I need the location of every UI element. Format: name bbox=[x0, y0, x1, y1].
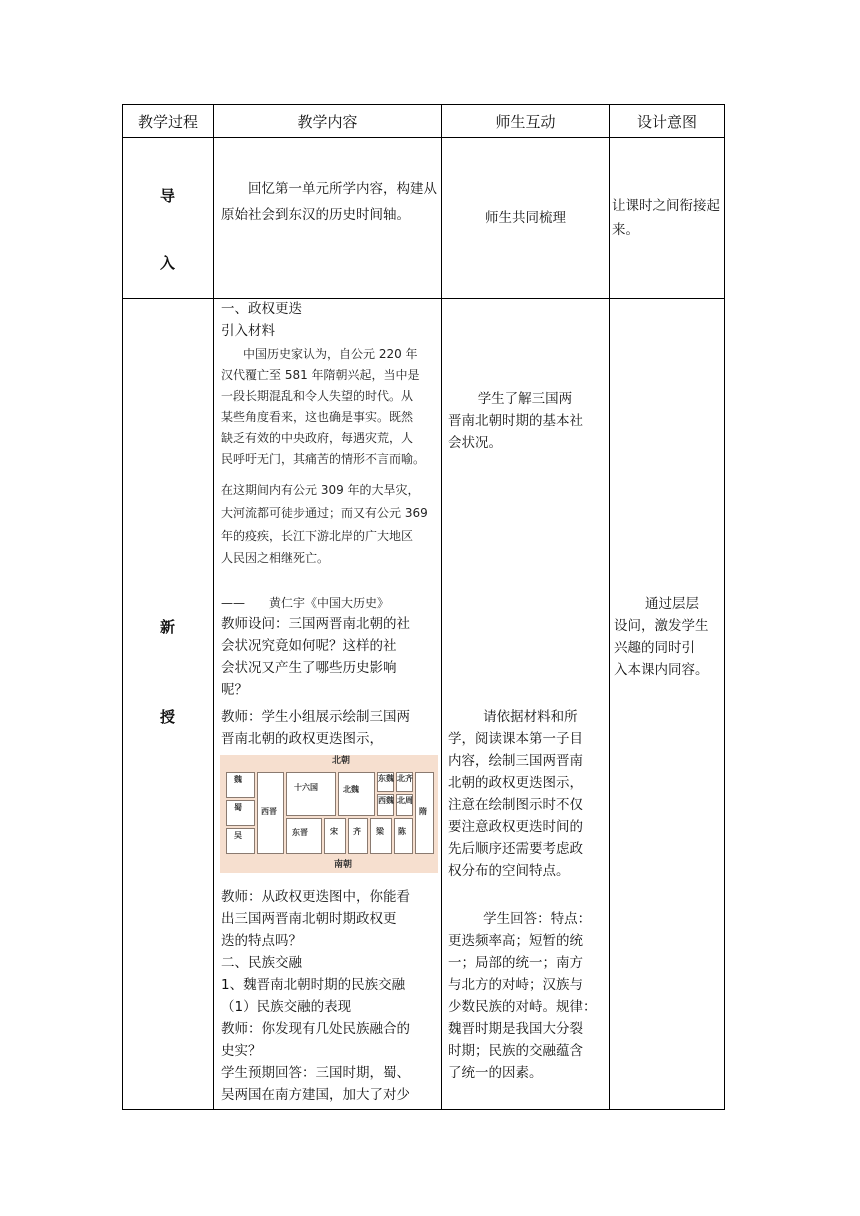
label-beiqi: 北齐 bbox=[397, 774, 413, 783]
stage-new-char-1: 新 bbox=[160, 618, 176, 636]
label-dongwei: 东魏 bbox=[378, 774, 394, 783]
text-line: 魏晋时期是我国大分裂 bbox=[448, 1021, 583, 1037]
block-liang bbox=[370, 818, 392, 854]
row-intro-process bbox=[122, 137, 214, 299]
text-line: 学，阅读课本第一子目 bbox=[448, 731, 583, 747]
label-beiwei: 北魏 bbox=[343, 785, 359, 794]
quote-line: 缺乏有效的中央政府，每遇灾荒，人 bbox=[221, 431, 414, 445]
heading-ethnic-fusion: 二、民族交融 bbox=[221, 955, 302, 971]
teacher-question-1 bbox=[221, 613, 410, 701]
stage-intro-char-1: 导 bbox=[160, 187, 176, 205]
text-line: 通过层层 bbox=[645, 596, 700, 612]
text-line: 请依据材料和所 bbox=[483, 709, 578, 725]
teacher-show bbox=[221, 706, 410, 750]
label-beizhou: 北周 bbox=[397, 796, 413, 805]
text-line: 学生预期回答：三国时期，蜀、 bbox=[221, 1065, 410, 1081]
row-new-process bbox=[122, 298, 214, 1110]
label-liang: 梁 bbox=[376, 827, 384, 836]
text-line: 出三国两晋南北朝时期政权更 bbox=[221, 911, 397, 927]
label-xiwei: 西魏 bbox=[378, 796, 394, 805]
text-line: 教师：学生小组展示绘制三国两 bbox=[221, 709, 410, 725]
block-song bbox=[324, 818, 346, 854]
text-line: 少数民族的对峙。规律： bbox=[448, 999, 597, 1015]
label-dongjin: 东晋 bbox=[292, 828, 308, 837]
text-line: 内容，绘制三国两晋南 bbox=[448, 753, 583, 769]
label-shiliuguo: 十六国 bbox=[294, 783, 318, 792]
diagram-south-label: 南朝 bbox=[334, 860, 353, 870]
text-line: 史实？ bbox=[221, 1043, 262, 1059]
intent-new-text bbox=[614, 593, 709, 681]
sub-heading-2: （1）民族交融的表现 bbox=[221, 999, 352, 1015]
block-qi bbox=[348, 818, 368, 854]
text-line: 与北方的对峙；汉族与 bbox=[448, 977, 583, 993]
quote-line: 大河流都可徒步通过；而又有公元 369 bbox=[221, 506, 428, 520]
stage-new-char-2: 授 bbox=[160, 708, 176, 726]
text-line: 权分布的空间特点。 bbox=[448, 863, 570, 879]
label-wei: 魏 bbox=[234, 775, 242, 784]
quote-line: 年的疫疾，长江下游北岸的广大地区 bbox=[221, 529, 414, 543]
teacher-question-2 bbox=[221, 886, 410, 952]
header-col-content: 教学内容 bbox=[213, 104, 442, 138]
intro-interaction-text: 师生共同梳理 bbox=[485, 210, 566, 226]
text-line: 要注意政权更迭时间的 bbox=[448, 819, 583, 835]
text-line: 注意在绘制图示时不仅 bbox=[448, 797, 583, 813]
text-line: 晋南北朝的政权更迭图示， bbox=[221, 731, 383, 747]
quote-source: —— 黄仁宇《中国大历史》 bbox=[221, 596, 390, 610]
stage-intro-char-2: 入 bbox=[160, 254, 176, 272]
text-line: 学生了解三国两 bbox=[477, 391, 573, 407]
quote-line: 中国历史家认为，自公元 220 年 bbox=[243, 347, 418, 361]
heading-political-change: 一、政权更迭 bbox=[221, 301, 302, 317]
student-expected-answer bbox=[221, 1062, 410, 1106]
text-line: 教师：你发现有几处民族融合的 bbox=[221, 1021, 410, 1037]
label-song: 宋 bbox=[330, 827, 338, 836]
text-line: 迭的特点吗？ bbox=[221, 933, 302, 949]
text-line: 北朝的政权更迭图示， bbox=[448, 775, 583, 791]
text-line: 晋南北朝时期的基本社 bbox=[448, 413, 583, 429]
text-line: 学生回答：特点： bbox=[483, 911, 592, 927]
quote-line: 一段长期混乱和令人失望的时代。从 bbox=[221, 389, 414, 403]
text-line: 一；局部的统一；南方 bbox=[448, 955, 583, 971]
text-line: 了统一的因素。 bbox=[448, 1065, 543, 1081]
intro-content-text: 回忆第一单元所学内容，构建从原始社会到东汉的历史时间轴。 bbox=[221, 181, 437, 223]
label-sui: 隋 bbox=[419, 807, 427, 816]
text-line: 会状况。 bbox=[448, 435, 502, 451]
label-chen: 陈 bbox=[398, 827, 406, 836]
label-wu: 吴 bbox=[234, 831, 242, 840]
header-col-interaction: 师生互动 bbox=[441, 104, 610, 138]
header-col-intent: 设计意图 bbox=[609, 104, 725, 138]
label-shu: 蜀 bbox=[234, 803, 242, 812]
row-new-intent bbox=[609, 298, 725, 1110]
block-shiliuguo bbox=[286, 772, 336, 816]
label-xijin: 西晋 bbox=[261, 807, 277, 816]
regime-change-diagram bbox=[220, 755, 438, 873]
quote-line: 某些角度看来，这也确是事实。既然 bbox=[221, 410, 414, 424]
teacher-question-3 bbox=[221, 1018, 410, 1062]
interaction-paragraph-2 bbox=[448, 706, 583, 882]
interaction-paragraph-1 bbox=[448, 388, 583, 454]
text-line: 更迭频率高；短暂的统 bbox=[448, 933, 583, 949]
text-line: 呢？ bbox=[221, 682, 248, 698]
interaction-paragraph-3 bbox=[448, 908, 597, 1084]
quote-line: 民呼吁无门，其痛苦的情形不言而喻。 bbox=[221, 452, 426, 466]
diagram-north-label: 北朝 bbox=[332, 756, 351, 766]
quote-line: 在这期间内有公元 309 年的大旱灾， bbox=[221, 483, 420, 497]
text-line: 设问，激发学生 bbox=[614, 618, 709, 634]
intro-intent-text: 让课时之间衔接起来。 bbox=[612, 198, 720, 238]
text-line: 教师设问：三国两晋南北朝的社 bbox=[221, 616, 410, 632]
header-col-process: 教学过程 bbox=[122, 104, 214, 138]
block-beiwei bbox=[338, 772, 375, 816]
text-line: 吴两国在南方建国，加大了对少 bbox=[221, 1087, 410, 1103]
text-line: 教师：从政权更迭图中，你能看 bbox=[221, 889, 410, 905]
text-line: 会状况又产生了哪些历史影响 bbox=[221, 660, 397, 676]
intro-material-label: 引入材料 bbox=[221, 323, 275, 339]
text-line: 会状况究竟如何呢？这样的社 bbox=[221, 638, 397, 654]
quote-line: 汉代覆亡至 581 年隋朝兴起，当中是 bbox=[221, 368, 420, 382]
block-chen bbox=[394, 818, 413, 854]
quote-line: 人民因之相继死亡。 bbox=[221, 551, 330, 565]
text-line: 兴趣的同时引 bbox=[614, 640, 695, 656]
text-line: 先后顺序还需要考虑政 bbox=[448, 841, 583, 857]
text-line: 时期；民族的交融蕴含 bbox=[448, 1043, 583, 1059]
label-qi: 齐 bbox=[353, 827, 361, 836]
sub-heading-1: 1、魏晋南北朝时期的民族交融 bbox=[221, 977, 406, 993]
text-line: 入本课内同容。 bbox=[614, 662, 709, 678]
